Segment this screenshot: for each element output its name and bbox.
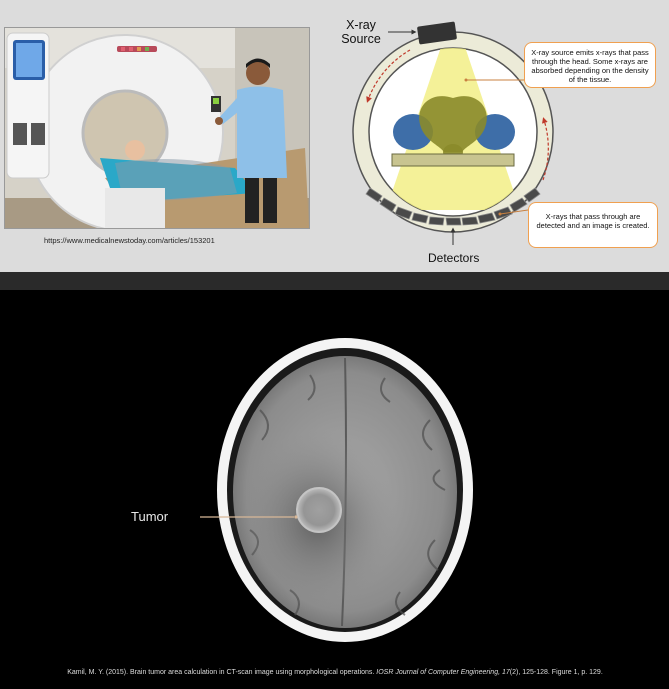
patient-table <box>392 154 514 166</box>
citation-authors-title: Kamil, M. Y. (2015). Brain tumor area calculation in CT-scan image using morphological operations. <box>67 669 377 676</box>
callout-xray-source: X-ray source emits x-rays that pass through the head. Some x-rays are absorbed depending on the density of the tissue. <box>524 42 656 88</box>
panel-divider <box>0 272 669 290</box>
ct-scanner-photo <box>4 27 310 229</box>
xray-source-label-line2: Source <box>341 32 381 47</box>
citation <box>20 668 650 677</box>
top-panel <box>0 0 669 272</box>
photo-source-url: https://www.medicalnewstoday.com/articles/153201 <box>44 236 215 245</box>
citation-pages: (2), 125-128. Figure 1, p. 129. <box>509 669 603 676</box>
xray-source-label-line1: X-ray <box>346 18 376 32</box>
xray-source-label <box>336 18 386 47</box>
detectors-label: Detectors <box>428 251 480 265</box>
citation-journal: IOSR Journal of Computer Engineering, 17 <box>376 669 510 676</box>
ct-brain-scan <box>200 330 490 650</box>
tumor-label: Tumor <box>131 509 169 524</box>
callout-detectors: X-rays that pass through are detected and an image is created. <box>528 202 658 248</box>
